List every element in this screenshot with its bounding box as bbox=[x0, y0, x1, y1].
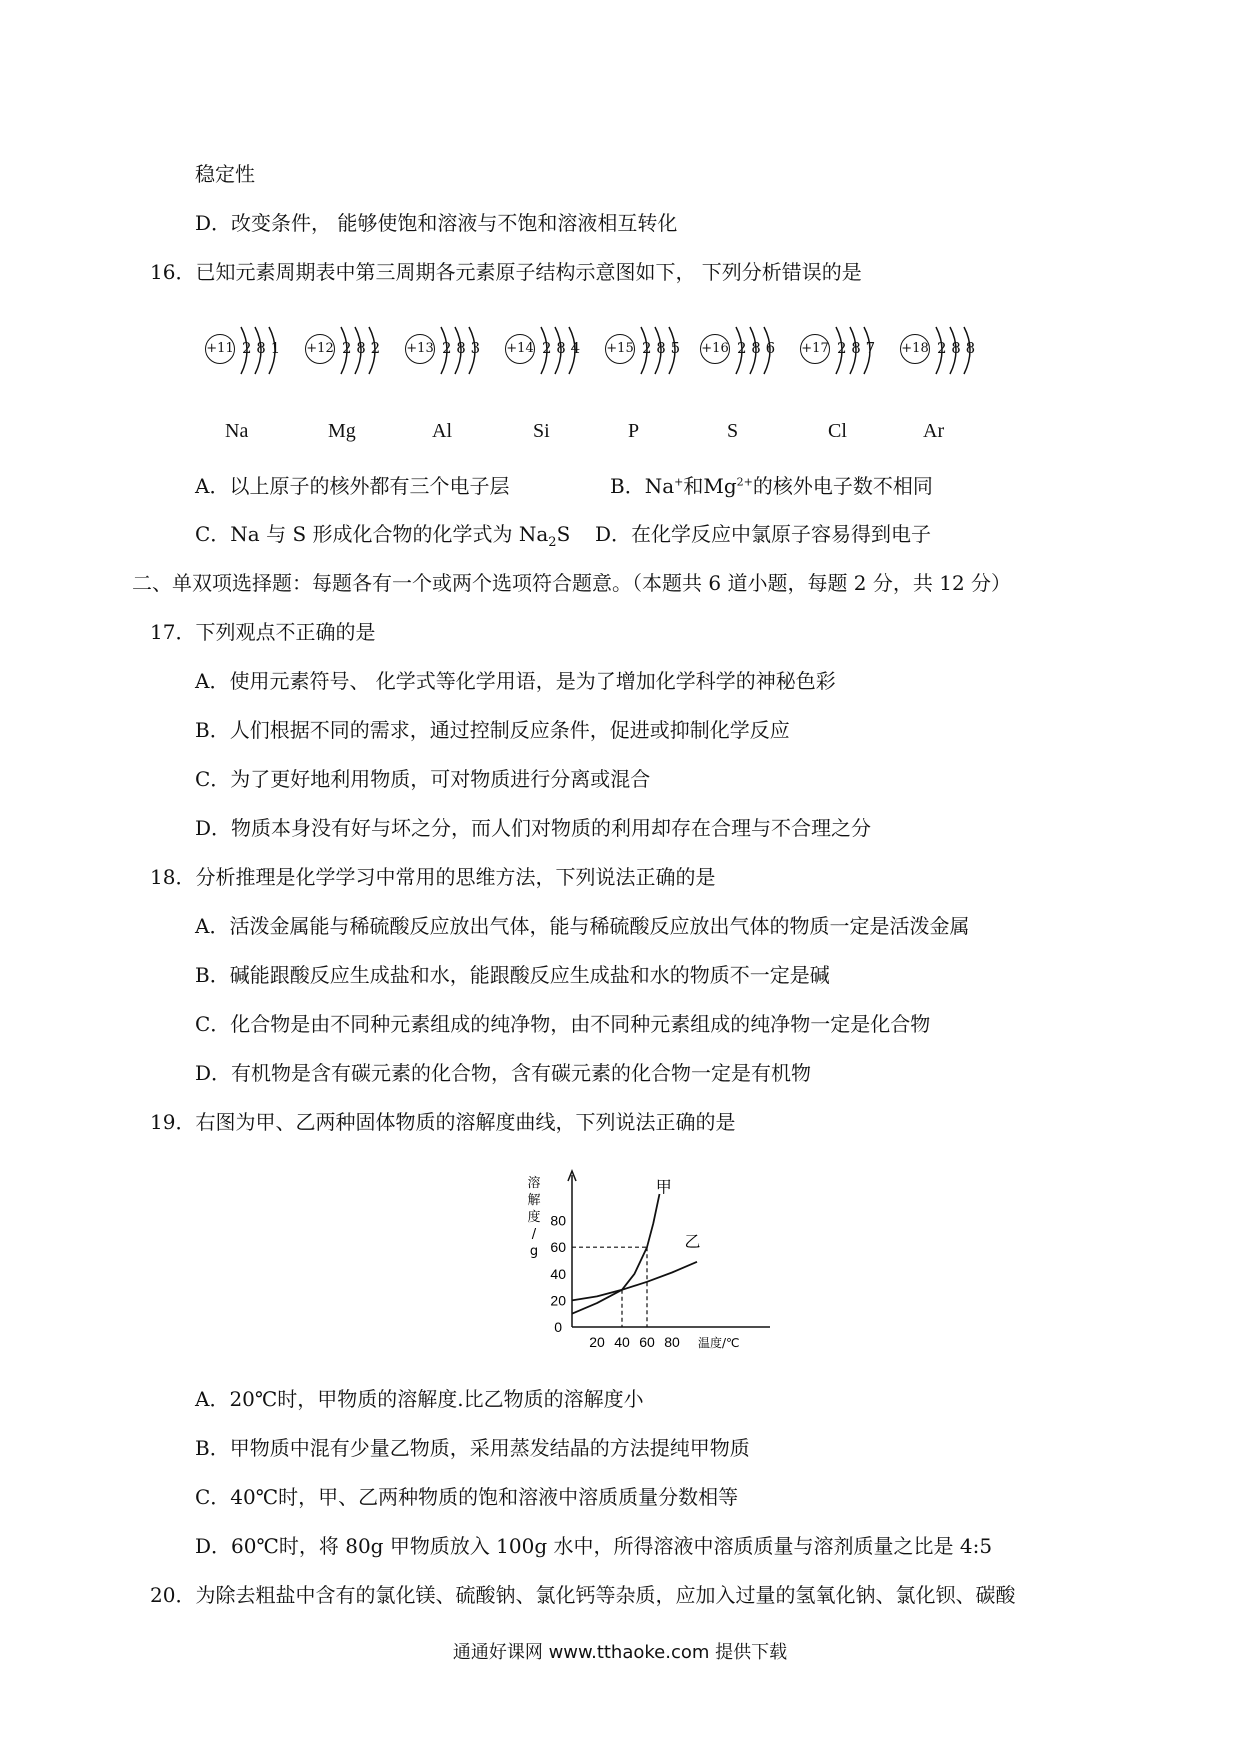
shell-arcs bbox=[205, 322, 285, 382]
q16-option-d: D．在化学反应中氯原子容易得到电子 bbox=[595, 522, 932, 546]
shell-arc bbox=[569, 327, 575, 374]
shell-arcs bbox=[605, 322, 685, 382]
q17-option-c: C．为了更好地利用物质，可对物质进行分离或混合 bbox=[195, 767, 651, 791]
x-tick-label: 40 bbox=[614, 1334, 630, 1350]
series-yi-curve bbox=[572, 1262, 697, 1301]
shell-arc bbox=[950, 327, 956, 374]
q16-option-b-post: 的核外电子数不相同 bbox=[752, 474, 933, 498]
shell-arc bbox=[469, 327, 475, 374]
element-symbol: Mg bbox=[328, 420, 356, 442]
shell-arcs bbox=[505, 322, 585, 382]
electron-shells: 2 8 6 bbox=[737, 339, 776, 357]
q18-option-c: C．化合物是由不同种元素组成的纯净物，由不同种元素组成的纯净物一定是化合物 bbox=[195, 1012, 931, 1036]
atom-diagram bbox=[700, 322, 810, 382]
shell-arc bbox=[850, 327, 856, 374]
shell-arc bbox=[655, 327, 661, 374]
electron-shells: 2 8 4 bbox=[542, 339, 581, 357]
atom-diagram bbox=[800, 322, 910, 382]
shell-arcs bbox=[800, 322, 880, 382]
shell-arc bbox=[269, 327, 275, 374]
q16-option-b bbox=[610, 472, 933, 500]
q19-option-b: B．甲物质中混有少量乙物质，采用蒸发结晶的方法提纯甲物质 bbox=[195, 1436, 750, 1460]
atom-diagram bbox=[405, 322, 515, 382]
nucleus-charge: +18 bbox=[900, 334, 930, 364]
shell-arc bbox=[555, 327, 561, 374]
atom-diagram bbox=[305, 322, 415, 382]
footer-credit: 通通好课网 www.tthaoke.com 提供下载 bbox=[452, 1642, 788, 1663]
nucleus-charge: +11 bbox=[205, 334, 235, 364]
q18-option-b: B．碱能跟酸反应生成盐和水，能跟酸反应生成盐和水的物质不一定是碱 bbox=[195, 963, 830, 987]
nucleus-charge: +15 bbox=[605, 334, 635, 364]
q16-option-c-post: S bbox=[556, 522, 571, 546]
shell-arcs bbox=[700, 322, 780, 382]
element-symbol: Ar bbox=[923, 420, 945, 442]
solubility-chart bbox=[520, 1165, 780, 1355]
shell-arc bbox=[864, 327, 870, 374]
series-jia-label: 甲 bbox=[655, 1177, 672, 1197]
q17-option-d: D．物质本身没有好与坏之分，而人们对物质的利用却存在合理与不合理之分 bbox=[195, 816, 872, 840]
y-axis-label: 解 bbox=[527, 1193, 541, 1208]
electron-shells: 2 8 2 bbox=[342, 339, 381, 357]
shell-arc bbox=[455, 327, 461, 374]
element-symbol: Cl bbox=[828, 420, 847, 442]
electron-shells: 2 8 5 bbox=[642, 339, 681, 357]
shell-arcs bbox=[900, 322, 980, 382]
nucleus-charge: +17 bbox=[800, 334, 830, 364]
x-tick-label: 60 bbox=[639, 1334, 655, 1350]
shell-arc bbox=[369, 327, 375, 374]
shell-arc bbox=[936, 327, 942, 374]
electron-shells: 2 8 1 bbox=[242, 339, 281, 357]
electron-shells: 2 8 7 bbox=[837, 339, 876, 357]
nucleus-charge: +12 bbox=[305, 334, 335, 364]
y-tick-label: 40 bbox=[550, 1265, 566, 1282]
shell-arc bbox=[241, 327, 247, 374]
q18-option-d: D．有机物是含有碳元素的化合物，含有碳元素的化合物一定是有机物 bbox=[195, 1061, 812, 1085]
element-symbol: P bbox=[628, 420, 640, 442]
mg-charge: 2+ bbox=[736, 475, 753, 489]
shell-arc bbox=[641, 327, 647, 374]
shell-arc bbox=[764, 327, 770, 374]
nucleus-charge: +13 bbox=[405, 334, 435, 364]
nucleus-charge: +16 bbox=[700, 334, 730, 364]
atom-diagram bbox=[605, 322, 715, 382]
na-charge: + bbox=[674, 475, 684, 489]
q16-option-c-pre: C．Na 与 S 形成化合物的化学式为 Na bbox=[195, 522, 549, 546]
x-axis-label: 温度/℃ bbox=[698, 1336, 740, 1350]
q20-stem: 20．为除去粗盐中含有的氯化镁、硫酸钠、氯化钙等杂质，应加入过量的氢氧化钠、氯化钡、碳酸 bbox=[150, 1583, 1016, 1607]
shell-arc bbox=[341, 327, 347, 374]
atom-diagram bbox=[900, 322, 1010, 382]
y-axis-label: / bbox=[531, 1227, 537, 1242]
y-tick-label: 20 bbox=[550, 1292, 566, 1309]
q18-stem: 18．分析推理是化学学习中常用的思维方法，下列说法正确的是 bbox=[150, 865, 716, 889]
x-tick-label: 80 bbox=[664, 1334, 680, 1350]
shell-arc bbox=[964, 327, 970, 374]
q16-option-a: A．以上原子的核外都有三个电子层 bbox=[195, 474, 510, 498]
q17-stem: 17．下列观点不正确的是 bbox=[150, 620, 376, 644]
q15-option-d: D．改变条件， 能够使饱和溶液与不饱和溶液相互转化 bbox=[195, 211, 678, 235]
shell-arcs bbox=[305, 322, 385, 382]
origin-label: 0 bbox=[554, 1319, 562, 1335]
element-symbol: S bbox=[727, 420, 739, 442]
q19-option-c: C．40℃时，甲、乙两种物质的饱和溶液中溶质质量分数相等 bbox=[195, 1485, 739, 1509]
q17-option-a: A．使用元素符号、 化学式等化学用语，是为了增加化学科学的神秘色彩 bbox=[195, 669, 836, 693]
atom-diagram bbox=[505, 322, 615, 382]
series-jia-curve bbox=[572, 1194, 660, 1314]
electron-shells: 2 8 8 bbox=[937, 339, 976, 357]
shell-arc bbox=[750, 327, 756, 374]
nucleus-charge: +14 bbox=[505, 334, 535, 364]
electron-shells: 2 8 3 bbox=[442, 339, 481, 357]
element-symbol: Na bbox=[225, 420, 249, 442]
text-line: 稳定性 bbox=[195, 162, 255, 186]
na2s-subscript: 2 bbox=[548, 535, 557, 550]
q16-option-b-pre: B．Na bbox=[610, 474, 675, 498]
y-axis-label: 溶 bbox=[527, 1176, 541, 1191]
shell-arcs bbox=[405, 322, 485, 382]
shell-arc bbox=[541, 327, 547, 374]
shell-arc bbox=[736, 327, 742, 374]
series-yi-label: 乙 bbox=[684, 1232, 701, 1252]
y-axis-label: 度 bbox=[527, 1210, 541, 1225]
q17-option-b: B．人们根据不同的需求，通过控制反应条件，促进或抑制化学反应 bbox=[195, 718, 790, 742]
y-axis-label: g bbox=[529, 1244, 539, 1259]
y-tick-label: 80 bbox=[550, 1212, 566, 1229]
q19-option-a: A．20℃时，甲物质的溶解度.比乙物质的溶解度小 bbox=[195, 1387, 644, 1411]
q19-stem: 19．右图为甲、乙两种固体物质的溶解度曲线，下列说法正确的是 bbox=[150, 1110, 736, 1134]
shell-arc bbox=[441, 327, 447, 374]
shell-arc bbox=[669, 327, 675, 374]
q18-option-a: A．活泼金属能与稀硫酸反应放出气体，能与稀硫酸反应放出气体的物质一定是活泼金属 bbox=[195, 914, 970, 938]
element-symbol: Al bbox=[432, 420, 452, 442]
element-symbol: Si bbox=[533, 420, 550, 442]
q16-stem: 16．已知元素周期表中第三周期各元素原子结构示意图如下， 下列分析错误的是 bbox=[150, 260, 862, 284]
section-heading: 二、单双项选择题：每题各有一个或两个选项符合题意。（本题共 6 道小题，每题 2 分，共 12 分） bbox=[132, 571, 1012, 595]
q19-option-d: D．60℃时，将 80g 甲物质放入 100g 水中，所得溶液中溶质质量与溶剂质量之比是 4:5 bbox=[195, 1534, 993, 1558]
shell-arc bbox=[355, 327, 361, 374]
q16-option-b-mid: 和Mg bbox=[683, 474, 737, 498]
x-tick-label: 20 bbox=[589, 1334, 605, 1350]
shell-arc bbox=[255, 327, 261, 374]
y-tick-label: 60 bbox=[550, 1239, 566, 1256]
q16-option-c bbox=[195, 520, 570, 548]
atom-diagram bbox=[205, 322, 315, 382]
shell-arc bbox=[836, 327, 842, 374]
